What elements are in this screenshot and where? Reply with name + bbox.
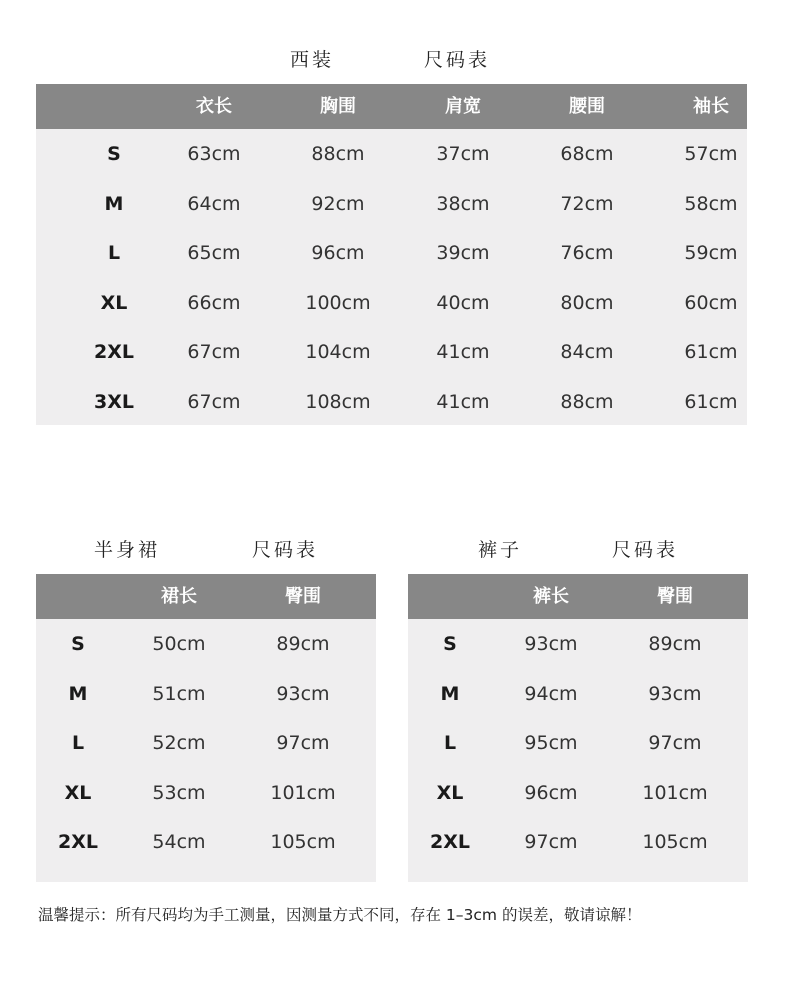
skirt-size-table (36, 574, 376, 882)
column-header: 胸围 (320, 96, 356, 117)
table-row (36, 134, 747, 174)
measurement-cell: 67cm (187, 341, 241, 363)
measurement-cell: 53cm (152, 781, 206, 804)
pants-size-table (408, 574, 748, 882)
measurement-cell: 66cm (187, 291, 241, 314)
measurement-cell: 80cm (560, 291, 614, 314)
table-row (408, 624, 748, 664)
measurement-note: 温馨提示：所有尺码均为手工测量，因测量方式不同，存在 1–3cm 的误差，敬请谅解！ (38, 906, 642, 924)
size-label: 2XL (58, 831, 98, 853)
column-header: 臀围 (285, 586, 321, 607)
measurement-cell: 96cm (311, 242, 365, 264)
measurement-cell: 89cm (276, 633, 330, 655)
measurement-cell: 93cm (524, 633, 578, 655)
size-label: S (443, 633, 457, 655)
measurement-cell: 57cm (684, 143, 738, 165)
measurement-cell: 89cm (648, 633, 702, 655)
table-row (36, 233, 747, 273)
size-label: M (68, 682, 88, 705)
column-header: 肩宽 (445, 96, 481, 117)
measurement-cell: 41cm (436, 341, 490, 363)
measurement-cell: 52cm (152, 732, 206, 754)
measurement-cell: 54cm (152, 831, 206, 853)
measurement-cell: 108cm (305, 390, 371, 413)
table-row (36, 332, 747, 372)
measurement-cell: 65cm (187, 242, 241, 264)
measurement-cell: 101cm (642, 781, 708, 804)
measurement-cell: 88cm (311, 143, 365, 165)
measurement-cell: 93cm (276, 682, 330, 705)
column-header: 腰围 (569, 96, 605, 117)
skirt-title: 半身裙 (94, 539, 161, 561)
table-row (36, 624, 376, 664)
measurement-cell: 93cm (648, 682, 702, 705)
measurement-cell: 104cm (305, 341, 371, 363)
table-header (408, 574, 748, 619)
size-label: L (107, 242, 121, 264)
measurement-cell: 51cm (152, 682, 206, 705)
measurement-cell: 72cm (560, 192, 614, 215)
suit-size-table (36, 84, 747, 425)
measurement-cell: 100cm (305, 291, 371, 314)
table-row (36, 674, 376, 714)
size-label: 2XL (430, 831, 470, 853)
measurement-cell: 39cm (436, 242, 490, 264)
column-header: 袖长 (693, 96, 729, 117)
size-label: S (71, 633, 85, 655)
measurement-cell: 61cm (684, 390, 738, 413)
measurement-cell: 95cm (524, 732, 578, 754)
measurement-cell: 97cm (524, 831, 578, 853)
measurement-cell: 97cm (648, 732, 702, 754)
size-label: L (71, 732, 85, 754)
measurement-cell: 105cm (270, 831, 336, 853)
size-label: M (104, 192, 124, 215)
measurement-cell: 84cm (560, 341, 614, 363)
skirt-title-size-chart: 尺码表 (252, 539, 319, 561)
measurement-cell: 41cm (436, 390, 490, 413)
column-header: 裤长 (533, 586, 569, 607)
measurement-cell: 96cm (524, 781, 578, 804)
measurement-cell: 59cm (684, 242, 738, 264)
table-row (36, 723, 376, 763)
measurement-cell: 97cm (276, 732, 330, 754)
measurement-cell: 76cm (560, 242, 614, 264)
table-row (36, 184, 747, 224)
measurement-cell: 92cm (311, 192, 365, 215)
column-header: 臀围 (657, 586, 693, 607)
size-label: XL (64, 781, 92, 804)
size-label: L (443, 732, 457, 754)
column-header: 衣长 (196, 96, 232, 117)
measurement-cell: 68cm (560, 143, 614, 165)
table-row (36, 382, 747, 422)
measurement-cell: 61cm (684, 341, 738, 363)
table-row (36, 773, 376, 813)
measurement-cell: 88cm (560, 390, 614, 413)
measurement-cell: 67cm (187, 390, 241, 413)
suit-title-size-chart: 尺码表 (424, 49, 491, 71)
table-row (36, 822, 376, 862)
measurement-cell: 50cm (152, 633, 206, 655)
measurement-cell: 101cm (270, 781, 336, 804)
measurement-cell: 40cm (436, 291, 490, 314)
size-label: M (440, 682, 460, 705)
measurement-cell: 58cm (684, 192, 738, 215)
table-row (408, 723, 748, 763)
table-row (408, 674, 748, 714)
measurement-cell: 94cm (524, 682, 578, 705)
measurement-cell: 38cm (436, 192, 490, 215)
pants-title: 裤子 (478, 539, 523, 561)
size-label: S (107, 143, 121, 165)
table-row (36, 283, 747, 323)
measurement-cell: 64cm (187, 192, 241, 215)
column-header: 裙长 (161, 586, 197, 607)
measurement-cell: 105cm (642, 831, 708, 853)
table-header (36, 574, 376, 619)
size-label: 2XL (94, 341, 134, 363)
suit-title: 西装 (290, 49, 335, 71)
size-label: XL (100, 291, 128, 314)
pants-title-size-chart: 尺码表 (612, 539, 679, 561)
measurement-cell: 63cm (187, 143, 241, 165)
size-label: XL (436, 781, 464, 804)
table-header (36, 84, 747, 129)
table-row (408, 822, 748, 862)
measurement-cell: 37cm (436, 143, 490, 165)
measurement-cell: 60cm (684, 291, 738, 314)
size-label: 3XL (94, 390, 134, 413)
table-row (408, 773, 748, 813)
